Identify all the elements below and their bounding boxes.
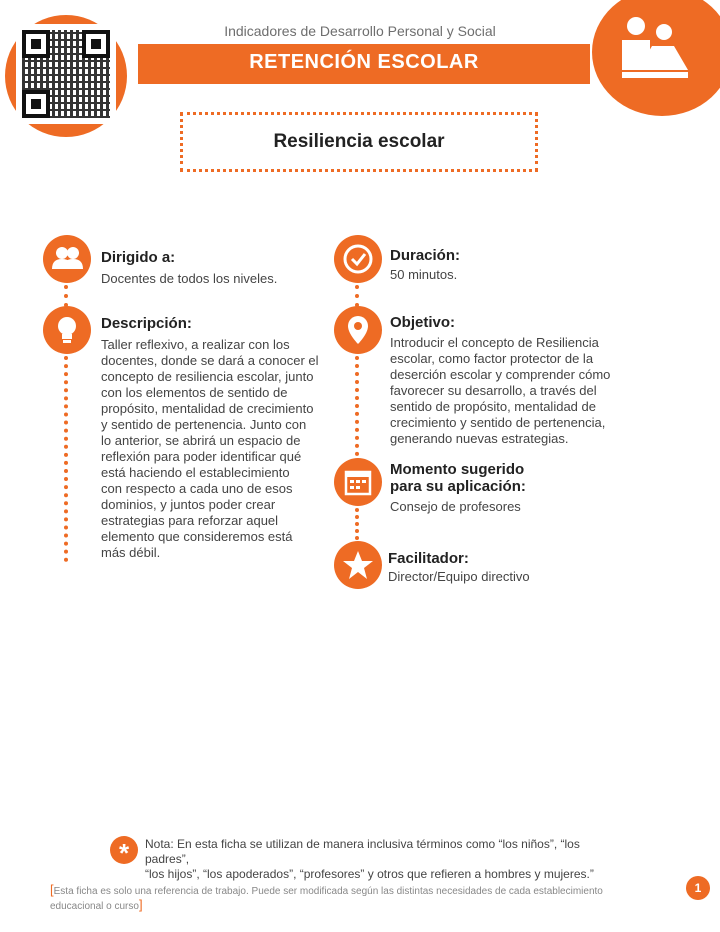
header-subtitle: Indicadores de Desarrollo Personal y Social xyxy=(224,23,496,39)
descripcion-line: está haciendo el establecimiento xyxy=(101,465,290,480)
dirigido-title: Dirigido a: xyxy=(101,249,176,266)
timeline-dots xyxy=(355,285,363,307)
asterisk-icon: * xyxy=(110,836,138,864)
note-line: Nota: En esta ficha se utilizan de manera inclusiva términos como “los niños”, “los padres”, xyxy=(145,837,580,866)
descripcion-line: y sentido de pertenencia. Junto con xyxy=(101,417,307,432)
descripcion-body xyxy=(101,337,326,561)
momento-body: Consejo de profesores xyxy=(390,499,521,514)
objetivo-body xyxy=(390,335,640,447)
qr-finder-bottom-left xyxy=(22,90,50,118)
page-number: 1 xyxy=(686,876,710,900)
descripcion-line: lo anterior, se abrirá un espacio de xyxy=(101,433,301,448)
descripcion-line: estrategias para reforzar aquel xyxy=(101,513,279,528)
people-logo xyxy=(592,0,720,116)
people-icon xyxy=(592,0,720,116)
objetivo-line: crecimiento y sentido de pertenencia, xyxy=(390,415,606,430)
note-line: “los hijos”, “los apoderados”, “profesores” y otros que refieren a hombres y mujeres.” xyxy=(145,867,594,881)
objetivo-line: escolar, como factor protector de la xyxy=(390,351,594,366)
descripcion-line: elemento que consideremos está xyxy=(101,529,293,544)
descripcion-line: propósito, mentalidad de crecimiento xyxy=(101,401,314,416)
lightbulb-icon xyxy=(43,306,91,354)
objetivo-title: Objetivo: xyxy=(390,314,456,331)
descripcion-line: con los elementos de sentido de xyxy=(101,385,288,400)
footer-reference: [Esta ficha es solo una referencia de trabajo. Puede ser modificada según las distintas necesidades de cada establecimiento educacional o curso] xyxy=(50,882,603,912)
descripcion-line: con respecto a cada uno de esos xyxy=(101,481,293,496)
descripcion-line: Taller reflexivo, a realizar con los xyxy=(101,337,290,352)
page-banner-title: RETENCIÓN ESCOLAR xyxy=(249,51,479,73)
facilitador-title: Facilitador: xyxy=(388,550,469,567)
facilitador-body: Director/Equipo directivo xyxy=(388,569,530,584)
timeline-dots xyxy=(64,356,72,562)
descripcion-line: concepto de resiliencia escolar, junto xyxy=(101,369,314,384)
users-icon xyxy=(43,235,91,283)
momento-title-line1: Momento sugerido xyxy=(390,461,525,478)
calendar-icon xyxy=(334,458,382,506)
descripcion-title: Descripción: xyxy=(101,315,192,332)
inclusive-language-note xyxy=(145,837,625,882)
location-pin-icon xyxy=(334,306,382,354)
dirigido-body: Docentes de todos los niveles. xyxy=(101,271,278,286)
duracion-title: Duración: xyxy=(390,247,461,264)
page-title: Resiliencia escolar xyxy=(273,131,445,152)
qr-finder-top-left xyxy=(22,30,50,58)
timeline-dots xyxy=(64,285,72,307)
objetivo-line: deserción escolar y comprender cómo xyxy=(390,367,611,382)
star-icon xyxy=(334,541,382,589)
timeline-dots xyxy=(355,356,363,456)
objetivo-line: favorecer su desarrollo, a través del xyxy=(390,383,597,398)
qr-finder-top-right xyxy=(82,30,110,58)
footer-reference-text: Esta ficha es solo una referencia de trabajo. Puede ser modificada según las distintas necesidades de cada establecimiento educacional o curso xyxy=(50,886,603,912)
descripcion-line: reflexión para poder identificar qué xyxy=(101,449,302,464)
objetivo-line: sentido de propósito, mentalidad de xyxy=(390,399,596,414)
descripcion-line: docentes, donde se dará a conocer el xyxy=(101,353,319,368)
clock-icon xyxy=(334,235,382,283)
descripcion-line: dominios, y juntos poder crear xyxy=(101,497,276,512)
objetivo-line: Introducir el concepto de Resiliencia xyxy=(390,335,599,350)
descripcion-line: más débil. xyxy=(101,545,161,560)
objetivo-line: generando nuevas estrategias. xyxy=(390,431,569,446)
duracion-body: 50 minutos. xyxy=(390,267,458,282)
timeline-dots xyxy=(355,508,363,540)
momento-title-line2: para su aplicación: xyxy=(390,478,526,495)
